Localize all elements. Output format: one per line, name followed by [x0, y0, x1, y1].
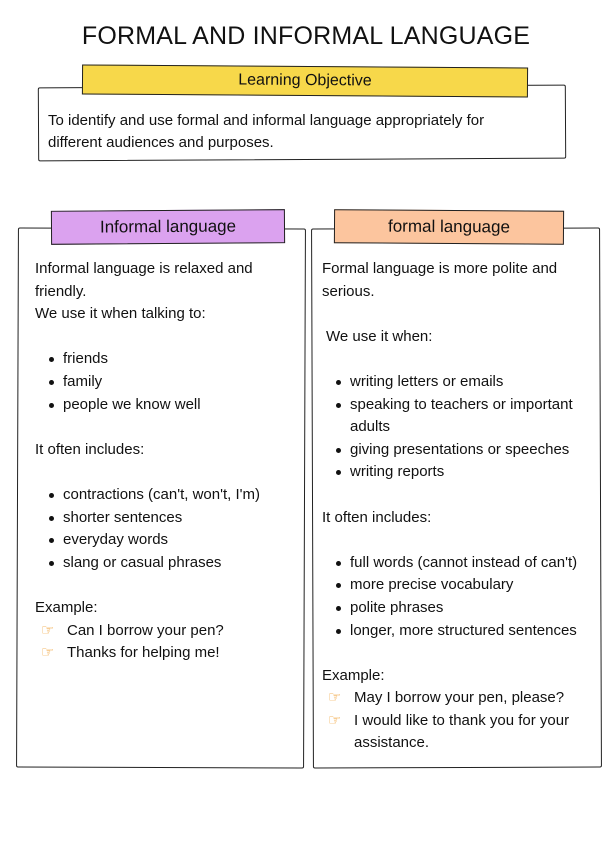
objective-text [48, 110, 548, 154]
informal-includes-heading: It often includes: [35, 440, 145, 458]
informal-content [35, 258, 297, 665]
list-item: more precise vocabulary [322, 574, 600, 597]
example-item [322, 687, 600, 710]
formal-intro-line: serious. [322, 282, 375, 300]
list-item: writing letters or emails [322, 371, 600, 394]
example-item [322, 710, 600, 755]
objective-heading: Learning Objective [82, 64, 528, 97]
list-item: contractions (can't, won't, I'm) [35, 484, 297, 507]
pointing-hand-icon: ☞ [328, 689, 342, 707]
list-item: everyday words [35, 529, 297, 552]
formal-example-heading: Example: [322, 666, 385, 684]
example-text: I would like to thank you for your assistance. [354, 711, 570, 752]
example-text: Thanks for helping me! [67, 644, 220, 662]
list-item: family [35, 371, 297, 394]
list-item: full words (cannot instead of can't) [322, 552, 600, 575]
informal-use-heading: We use it when talking to: [35, 305, 206, 323]
list-item: giving presentations or speeches [322, 439, 600, 462]
example-text: May I borrow your pen, please? [354, 689, 565, 707]
list-item: shorter sentences [35, 507, 297, 530]
list-item: writing reports [322, 461, 600, 484]
example-item [35, 642, 297, 665]
formal-includes-list [322, 552, 600, 642]
informal-heading: Informal language [51, 209, 285, 245]
list-item: longer, more structured sentences [322, 620, 600, 643]
page-title: FORMAL AND INFORMAL LANGUAGE [81, 22, 531, 50]
formal-intro-line: Formal language is more polite and [322, 260, 558, 277]
formal-heading: formal language [334, 209, 564, 245]
informal-use-list [35, 348, 297, 416]
formal-use-list [322, 371, 600, 484]
objective-text-line: To identify and use formal and informal language appropriately for [48, 112, 485, 129]
pointing-hand-icon: ☞ [41, 621, 55, 639]
informal-intro-line: Informal language is relaxed and [35, 260, 253, 277]
list-item: speaking to teachers or important adults [322, 394, 600, 439]
pointing-hand-icon: ☞ [41, 644, 55, 662]
example-text: Can I borrow your pen? [67, 621, 224, 639]
objective-text-line: different audiences and purposes. [48, 134, 274, 151]
formal-content [322, 258, 600, 755]
list-item: slang or casual phrases [35, 552, 297, 575]
informal-intro-line: friendly. [35, 282, 87, 300]
list-item: people we know well [35, 394, 297, 417]
pointing-hand-icon: ☞ [328, 711, 342, 729]
formal-use-heading: We use it when: [326, 327, 433, 345]
informal-includes-list [35, 484, 297, 574]
list-item: friends [35, 348, 297, 371]
example-item [35, 620, 297, 643]
list-item: polite phrases [322, 597, 600, 620]
informal-example-heading: Example: [35, 598, 98, 616]
formal-includes-heading: It often includes: [322, 508, 432, 526]
